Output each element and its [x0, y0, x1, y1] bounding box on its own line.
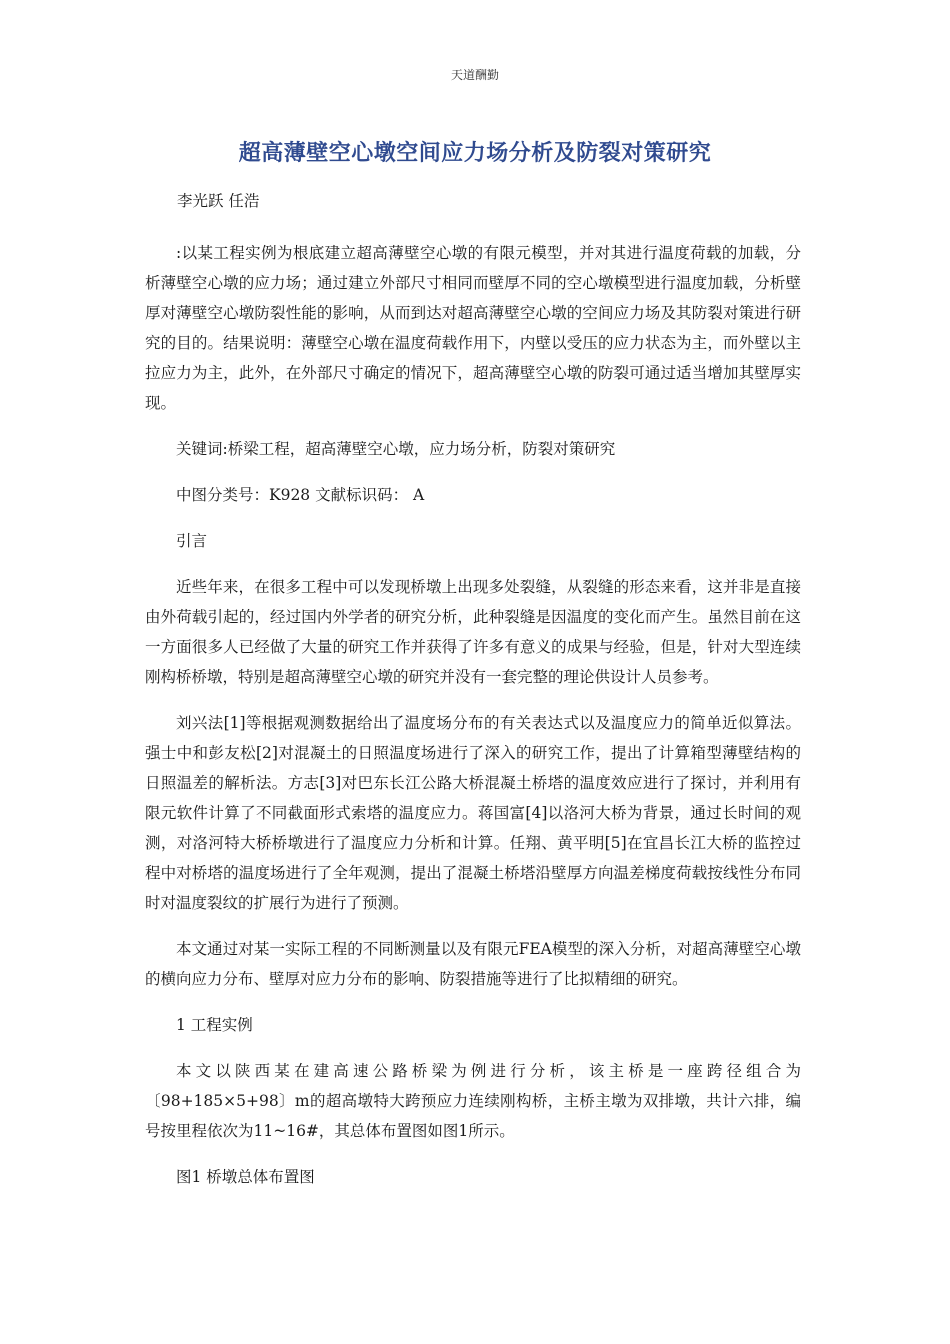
authors: 李光跃 任浩 — [177, 192, 260, 210]
page-header: 天道酬勤 — [450, 68, 499, 82]
intro-paragraph-3: 本文通过对某一实际工程的不同断测量以及有限元FEA模型的深入分析，对超高薄壁空心墩的横向应力分布、壁厚对应力分布的影响、防裂措施等进行了比拟精细的研究。 — [145, 940, 801, 988]
abstract: :以某工程实例为根底建立超高薄壁空心墩的有限元模型，并对其进行温度荷载的加载，分析薄壁空心墩的应力场；通过建立外部尺寸相同而壁厚不同的空心墩模型进行温度加载，分析壁厚对薄壁空心墩防裂性能的影响，从而到达对超高薄壁空心墩的空间应力场及其防裂对策进行研究的目的。结果说明：薄壁空心墩在温度荷载作用下，内壁以受压的应力状态为主，而外壁以主拉应力为主，此外，在外部尺寸确定的情况下，超高薄壁空心墩的防裂可通过适当增加其壁厚实现。 — [145, 244, 801, 412]
paper-body — [145, 186, 801, 1208]
section-1-paragraph-1: 本文以陕西某在建高速公路桥梁为例进行分析，该主桥是一座跨径组合为〔98+185×5+98〕m的超高墩特大跨预应力连续刚构桥，主桥主墩为双排墩，共计六排，编号按里程依次为11~16#，其总体布置图如图1所示。 — [145, 1062, 801, 1140]
figure-1-caption: 图1 桥墩总体布置图 — [176, 1168, 315, 1186]
section-1-heading: 1 工程实例 — [176, 1016, 253, 1034]
classification: 中图分类号：K928 文献标识码： A — [176, 486, 425, 504]
intro-paragraph-2: 刘兴法[1]等根据观测数据给出了温度场分布的有关表达式以及温度应力的简单近似算法。强士中和彭友松[2]对混凝土的日照温度场进行了深入的研究工作，提出了计算箱型薄壁结构的日照温差的解析法。方志[3]对巴东长江公路大桥混凝土桥塔的温度效应进行了探讨，并利用有限元软件计算了不同截面形式索塔的温度应力。蒋国富[4]以洛河大桥为背景，通过长时间的观测，对洛河特大桥桥墩进行了温度应力分析和计算。任翔、黄平明[5]在宜昌长江大桥的监控过程中对桥塔的温度场进行了全年观测，提出了混凝土桥塔沿壁厚方向温差梯度荷载按线性分布同时对温度裂纹的扩展行为进行了预测。 — [145, 714, 801, 912]
intro-heading: 引言 — [176, 532, 208, 550]
paper-title: 超高薄壁空心墩空间应力场分析及防裂对策研究 — [238, 141, 712, 166]
intro-paragraph-1: 近些年来，在很多工程中可以发现桥墩上出现多处裂缝，从裂缝的形态来看，这并非是直接由外荷载引起的，经过国内外学者的研究分析，此种裂缝是因温度的变化而产生。虽然目前在这一方面很多人已经做了大量的研究工作并获得了许多有意义的成果与经验，但是，针对大型连续刚构桥桥墩，特别是超高薄壁空心墩的研究并没有一套完整的理论供设计人员参考。 — [145, 578, 801, 686]
keywords: 关键词:桥梁工程，超高薄壁空心墩，应力场分析，防裂对策研究 — [176, 440, 616, 458]
